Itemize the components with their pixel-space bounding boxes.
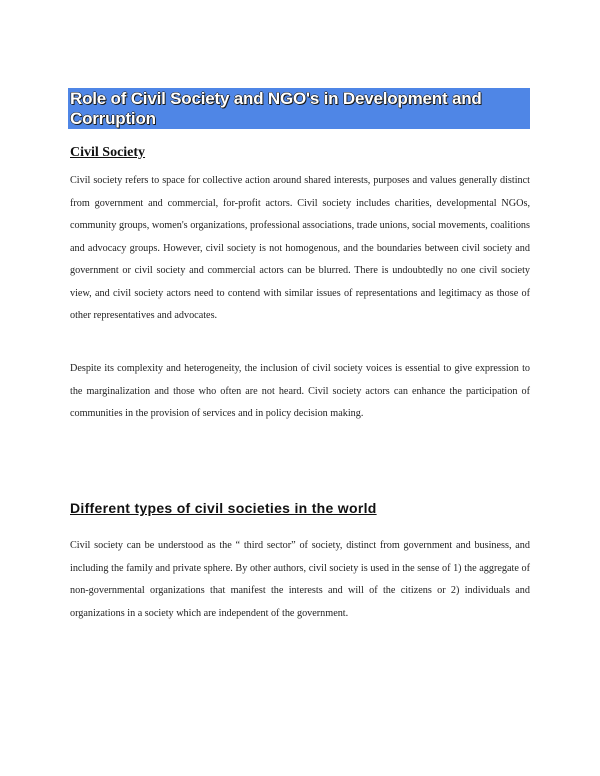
section-heading-types: Different types of civil societies in the world — [70, 500, 377, 516]
section-heading-civil-society: Civil Society — [70, 145, 146, 160]
paragraph: Despite its complexity and heterogeneity, the inclusion of civil society voices is essential to give expression to the marginalization and those who often are not heard. Civil society actors can enhance the participation of communities in the provision of services and in policy decision making. — [70, 363, 530, 419]
paragraph: Civil society refers to space for collective action around shared interests, purposes and values generally distinct from government and commercial, for-profit actors. Civil society includes charities, developmental NGOs, community groups, women's organizations, professional associations, trade unions, social movements, coalitions and advocacy groups. However, civil society is not homogenous, and the boundaries between civil society and government or civil society and commercial actors can be blurred. There is undoubtedly no one civil society view, and civil society actors need to contend with similar issues of representations and legitimacy as those of other representatives and advocates. — [70, 175, 530, 321]
document-title: Role of Civil Society and NGO's in Development and Corruption — [70, 89, 482, 128]
paragraph: Civil society can be understood as the “ third sector” of society, distinct from government and business, and including the family and private sphere. By other authors, civil society is used in the sense of 1) the aggregate of non-governmental organizations that manifest the interests and will of the citizens or 2) individuals and organizations in a society which are independent of the government. — [70, 540, 530, 619]
